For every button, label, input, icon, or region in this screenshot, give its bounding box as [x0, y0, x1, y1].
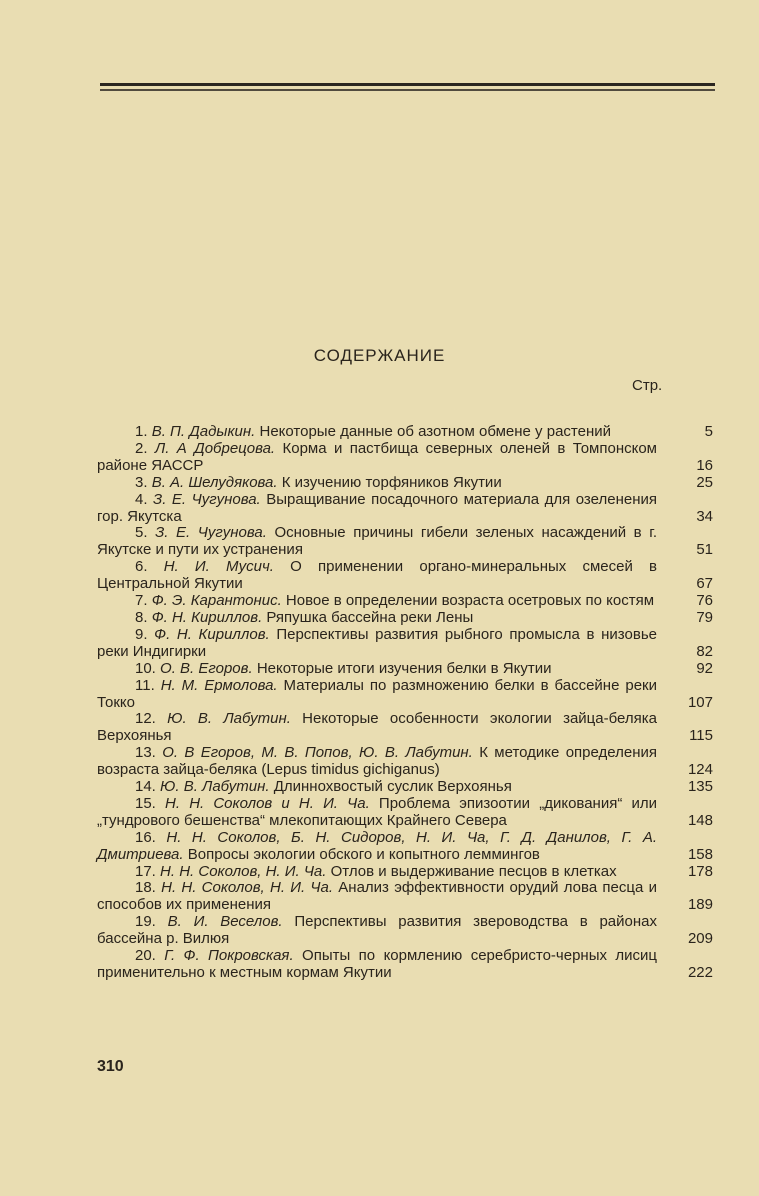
top-rule — [100, 83, 715, 86]
toc-entry[interactable] — [97, 424, 713, 441]
entry-author: Г. Ф. Покровская. — [164, 947, 294, 965]
entry-text — [97, 441, 657, 475]
entry-page: 222 — [687, 964, 713, 981]
entry-title: Материалы по размножению белки в бассейне реки Токко — [97, 676, 658, 711]
entry-title: Новое в определении возраста осетровых по костям — [285, 592, 655, 610]
entry-number: 17. — [135, 862, 156, 880]
entry-text — [97, 948, 657, 982]
toc-entry[interactable] — [97, 914, 713, 948]
toc-entry[interactable] — [97, 830, 713, 864]
entry-title: Длиннохвостый суслик Верхоянья — [273, 778, 512, 796]
toc-entry[interactable] — [97, 661, 713, 678]
toc-entry[interactable] — [97, 880, 713, 914]
entry-page: 115 — [689, 727, 713, 745]
entry-page: 67 — [696, 575, 713, 593]
entry-title: Отлов и выдерживание песцов в клетках — [330, 862, 617, 880]
toc-entry[interactable] — [97, 475, 713, 492]
toc-entry[interactable] — [97, 948, 713, 982]
toc-entry[interactable] — [97, 864, 713, 881]
entry-text — [97, 711, 657, 745]
toc-entry[interactable] — [97, 627, 713, 661]
entry-page: 5 — [704, 423, 713, 440]
entry-text — [97, 864, 657, 881]
entry-page: 135 — [687, 778, 713, 796]
entry-title: Анализ эффективности орудий лова песца и способов их применения — [97, 879, 657, 914]
entry-text — [97, 745, 657, 779]
entry-number: 15. — [135, 794, 156, 812]
entry-text — [97, 525, 657, 559]
entry-page: 189 — [687, 896, 713, 914]
entry-text — [97, 492, 657, 526]
toc-entry[interactable] — [97, 593, 713, 610]
entry-title: Перспективы развития звероводства в районах бассейна р. Вилюя — [97, 913, 657, 948]
entry-text — [97, 880, 657, 914]
entry-title: К изучению торфяников Якутии — [281, 473, 502, 491]
entry-text — [97, 627, 657, 661]
entry-author: В. А. Шелудякова. — [151, 473, 278, 491]
entry-title: Некоторые данные об азотном обмене у растений — [259, 423, 611, 440]
entry-number: 8. — [135, 608, 148, 626]
entry-title: Основные причины гибели зеленых насаждений в г. Якутске и пути их устранения — [97, 524, 658, 559]
entry-page: 25 — [696, 473, 713, 491]
entry-text — [97, 610, 657, 627]
entry-number: 9. — [135, 625, 148, 643]
entry-number: 12. — [135, 710, 156, 728]
entry-text — [97, 593, 657, 610]
entry-author: Л. А Добрецова. — [154, 439, 276, 457]
entry-author: Ю. В. Лабутин. — [167, 710, 291, 728]
entry-page: 124 — [687, 761, 713, 779]
entry-page: 92 — [696, 659, 713, 677]
entry-title: Вопросы экологии обского и копытного леммингов — [187, 845, 540, 863]
entry-author: В. П. Дадыкин. — [151, 423, 256, 440]
toc-entry[interactable] — [97, 559, 713, 593]
entry-page: 158 — [687, 845, 713, 863]
entry-number: 7. — [135, 592, 148, 610]
entry-author: Н. Н. Соколов, Н. И. Ча. — [161, 879, 334, 897]
toc-entry[interactable] — [97, 610, 713, 627]
entry-text — [97, 661, 657, 678]
entry-author: Н. Н. Соколов, Б. Н. Сидоров, Н. И. Ча, Г. Д. Данилов, Г. А. Дмитриева. — [97, 828, 658, 863]
entry-title: Ряпушка бассейна реки Лены — [266, 608, 474, 626]
entry-title: Выращивание посадочного материала для озеленения гор. Якутска — [97, 490, 657, 525]
entry-text — [97, 914, 657, 948]
entry-page: 34 — [696, 507, 713, 525]
entry-number: 19. — [135, 913, 156, 931]
entry-author: В. И. Веселов. — [167, 913, 283, 931]
entry-number: 16. — [135, 828, 156, 846]
toc-entry[interactable] — [97, 711, 713, 745]
entry-text — [97, 830, 657, 864]
entry-text — [97, 779, 657, 796]
entry-title: Перспективы развития рыбного промысла в низовье реки Индигирки — [97, 625, 657, 660]
entry-author: Ф. Э. Карантонис. — [151, 592, 282, 610]
entry-author: О. В. Егоров. — [160, 659, 253, 677]
entry-number: 14. — [135, 778, 156, 796]
entry-title: О применении органо-минеральных смесей в Центральной Якутии — [97, 558, 658, 593]
entry-number: 6. — [135, 558, 148, 576]
entry-text — [97, 424, 657, 441]
entry-text — [97, 475, 657, 492]
entry-page: 51 — [696, 541, 713, 559]
entry-title: Опыты по кормлению серебристо-черных лисиц применительно к местным кормам Якутии — [97, 947, 658, 981]
table-of-contents — [97, 424, 713, 982]
entry-author: Н. Н. Соколов и Н. И. Ча. — [165, 794, 370, 812]
entry-number: 13. — [135, 744, 156, 762]
entry-author: З. Е. Чугунова. — [155, 524, 267, 542]
entry-page: 178 — [687, 862, 713, 880]
page-title: СОДЕРЖАНИЕ — [313, 346, 446, 365]
entry-title: Некоторые особенности экологии зайца-беляка Верхоянья — [97, 710, 657, 745]
entry-author: О. В Егоров, М. В. Попов, Ю. В. Лабутин. — [162, 744, 473, 762]
entry-page: 82 — [696, 642, 713, 660]
entry-page: 76 — [696, 592, 713, 610]
entry-title: Некоторые итоги изучения белки в Якутии — [256, 659, 552, 677]
entry-author: Н. И. Мусич. — [163, 558, 274, 576]
toc-entry[interactable] — [97, 678, 713, 712]
entry-number: 5. — [135, 524, 148, 542]
top-rule-thin — [100, 89, 715, 91]
entry-author: З. Е. Чугунова. — [153, 490, 261, 508]
entry-page: 107 — [687, 693, 713, 711]
entry-title: К методике определения возраста зайца-беляка (Lepus timidus gichiganus) — [97, 744, 657, 779]
entry-number: 18. — [135, 879, 156, 897]
page-column-label: Стр. — [632, 377, 663, 394]
entry-page: 148 — [687, 811, 713, 829]
entry-page: 209 — [687, 930, 713, 948]
entry-text — [97, 678, 657, 712]
entry-number: 1. — [135, 423, 148, 440]
entry-number: 3. — [135, 473, 148, 491]
toc-entry[interactable] — [97, 745, 713, 779]
entry-title: Корма и пастбища северных оленей в Томпонском районе ЯАССР — [97, 439, 657, 474]
toc-entry[interactable] — [97, 796, 713, 830]
entry-title: Проблема эпизоотии „дикования“ или „тундрового бешенства“ млекопитающих Крайнего Севера — [97, 794, 658, 829]
entry-author: Ф. Н. Кириллов. — [154, 625, 270, 643]
entry-page: 16 — [696, 456, 713, 474]
entry-page: 79 — [696, 608, 713, 626]
entry-text — [97, 796, 657, 830]
toc-entry[interactable] — [97, 492, 713, 526]
entry-number: 10. — [135, 659, 156, 677]
page-number: 310 — [97, 1058, 124, 1075]
entry-number: 20. — [135, 947, 156, 965]
entry-number: 11. — [135, 676, 155, 694]
toc-entry[interactable] — [97, 441, 713, 475]
entry-number: 2. — [135, 439, 148, 457]
entry-author: Ф. Н. Кириллов. — [151, 608, 263, 626]
entry-author: Н. Н. Соколов, Н. И. Ча. — [160, 862, 327, 880]
entry-text — [97, 559, 657, 593]
entry-number: 4. — [135, 490, 148, 508]
toc-entry[interactable] — [97, 779, 713, 796]
entry-author: Н. М. Ермолова. — [160, 676, 278, 694]
toc-entry[interactable] — [97, 525, 713, 559]
entry-author: Ю. В. Лабутин. — [160, 778, 270, 796]
